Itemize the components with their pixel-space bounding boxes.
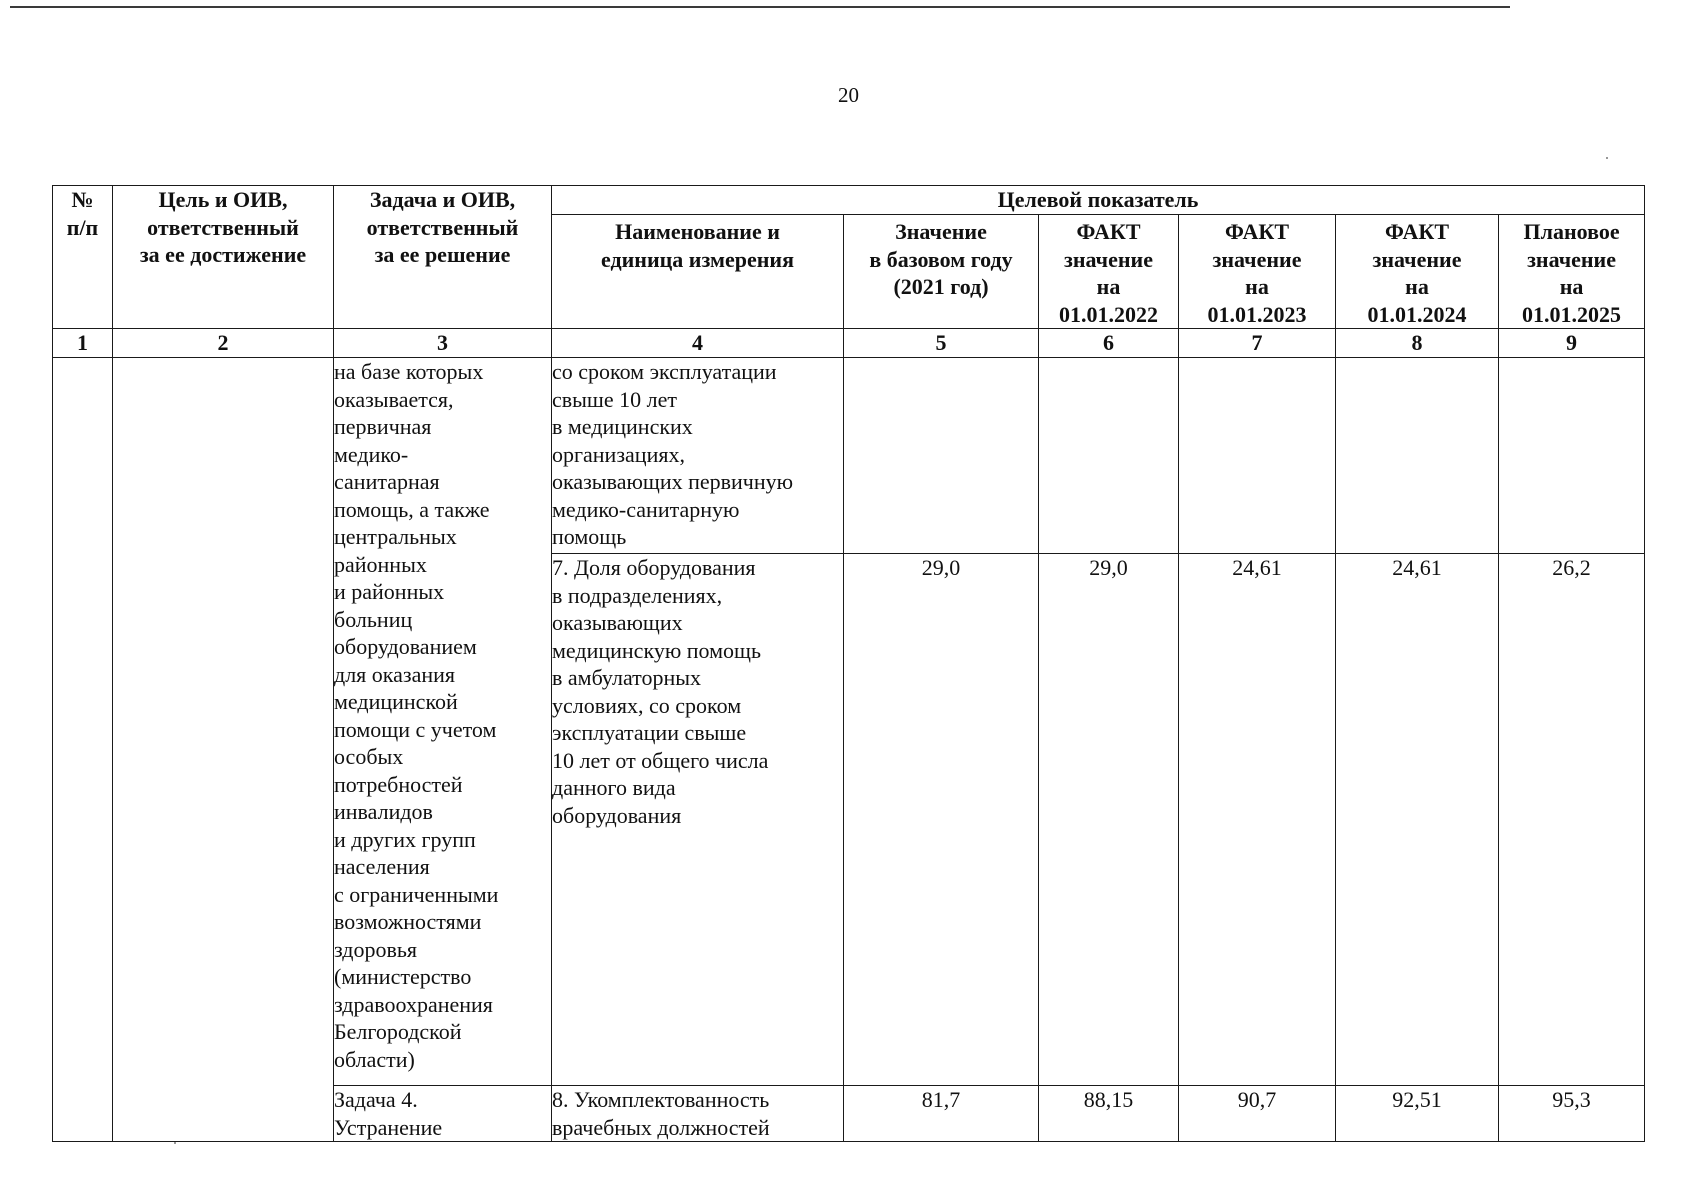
scan-speck [174, 1142, 176, 1144]
column-number: 7 [1179, 329, 1336, 358]
cell-plan-2025: 95,3 [1499, 1086, 1645, 1142]
cell-fact-2022: 88,15 [1039, 1086, 1179, 1142]
cell-plan-2025: 26,2 [1499, 554, 1645, 1086]
header-base-value: Значение в базовом году (2021 год) [844, 215, 1039, 329]
cell-goal [113, 358, 334, 1142]
cell-fact-2024: 92,51 [1336, 1086, 1499, 1142]
cell-fact-2024 [1336, 358, 1499, 554]
cell-task: на базе которых оказывается, первичная медико- санитарная помощь, а также центральных районных и районных больниц оборудованием для оказания медицинской помощи с учетом особых потребностей инвалидов и других групп населения с ограниченными возможностями здоровья (министерство здравоохранения Белгородской области) [334, 358, 552, 1086]
cell-indicator-name: 8. Укомплектованность врачебных должностей [552, 1086, 844, 1142]
table-row [53, 358, 1645, 554]
header-fact-2022: ФАКТ значение на 01.01.2022 [1039, 215, 1179, 329]
page-number: 20 [838, 83, 859, 107]
cell-task: Задача 4. Устранение [334, 1086, 552, 1142]
cell-fact-2024: 24,61 [1336, 554, 1499, 1086]
cell-fact-2023: 90,7 [1179, 1086, 1336, 1142]
header-fact-2023: ФАКТ значение на 01.01.2023 [1179, 215, 1336, 329]
cell-base-value: 29,0 [844, 554, 1039, 1086]
cell-fact-2022: 29,0 [1039, 554, 1179, 1086]
column-number: 6 [1039, 329, 1179, 358]
target-indicators-table [52, 185, 1645, 1142]
column-number: 1 [53, 329, 113, 358]
column-number: 2 [113, 329, 334, 358]
header-fact-2024: ФАКТ значение на 01.01.2024 [1336, 215, 1499, 329]
column-number-row [53, 329, 1645, 358]
header-no: № п/п [53, 186, 113, 329]
header-row-1 [53, 186, 1645, 215]
cell-plan-2025 [1499, 358, 1645, 554]
cell-base-value [844, 358, 1039, 554]
top-border-line [10, 0, 1510, 8]
column-number: 4 [552, 329, 844, 358]
column-number: 5 [844, 329, 1039, 358]
column-number: 3 [334, 329, 552, 358]
cell-fact-2023 [1179, 358, 1336, 554]
scan-speck [1606, 157, 1608, 159]
header-plan-2025: Плановое значение на 01.01.2025 [1499, 215, 1645, 329]
header-goal: Цель и ОИВ, ответственный за ее достижение [113, 186, 334, 329]
cell-indicator-name: со сроком эксплуатации свыше 10 лет в медицинских организациях, оказывающих первичную медико-санитарную помощь [552, 358, 844, 554]
cell-fact-2022 [1039, 358, 1179, 554]
header-task: Задача и ОИВ, ответственный за ее решение [334, 186, 552, 329]
cell-fact-2023: 24,61 [1179, 554, 1336, 1086]
cell-no [53, 358, 113, 1142]
header-indicator-name: Наименование и единица измерения [552, 215, 844, 329]
column-number: 9 [1499, 329, 1645, 358]
column-number: 8 [1336, 329, 1499, 358]
cell-indicator-name: 7. Доля оборудования в подразделениях, оказывающих медицинскую помощь в амбулаторных условиях, со сроком эксплуатации свыше 10 лет от общего числа данного вида оборудования [552, 554, 844, 1086]
header-target-indicator: Целевой показатель [552, 186, 1645, 215]
cell-base-value: 81,7 [844, 1086, 1039, 1142]
